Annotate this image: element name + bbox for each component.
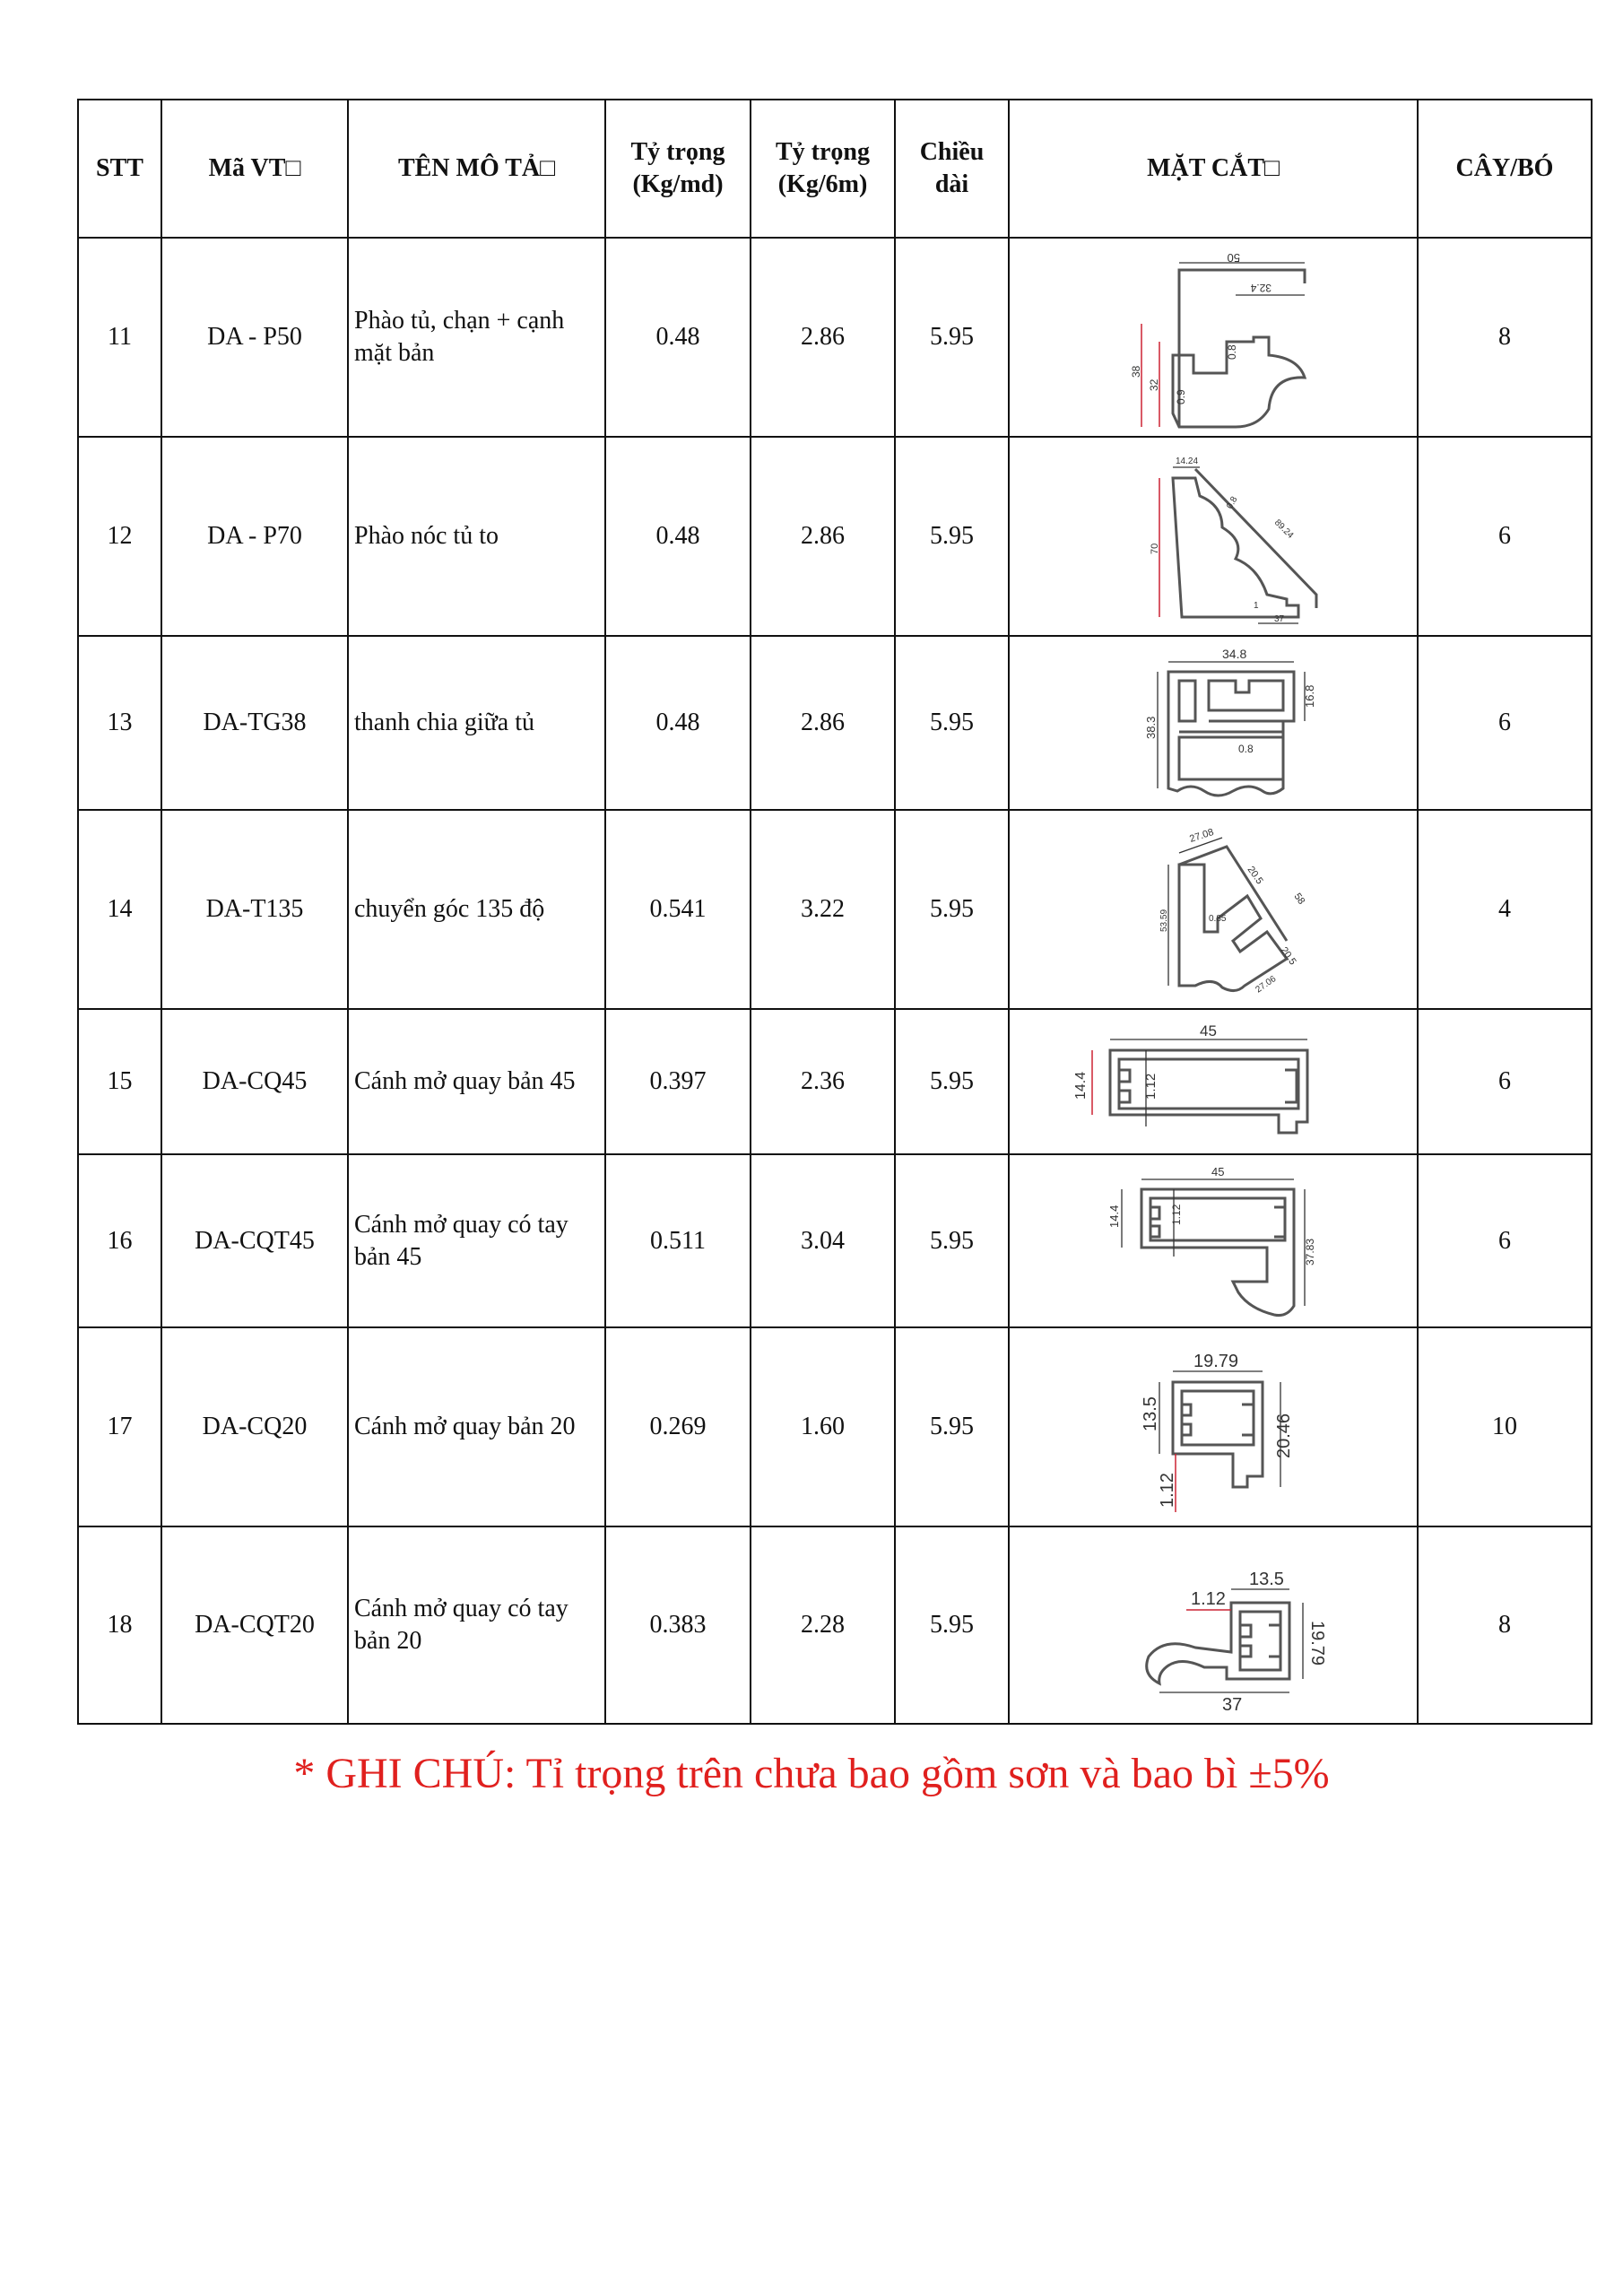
cell-kg-6m: 2.36 bbox=[751, 1009, 895, 1154]
header-length-line2: dài bbox=[934, 170, 969, 198]
dim-label: 14.24 bbox=[1176, 457, 1199, 466]
cell-desc: Cánh mở quay bản 20 bbox=[348, 1327, 605, 1526]
cell-bundle: 8 bbox=[1418, 1526, 1592, 1724]
cell-kg-md: 0.511 bbox=[605, 1154, 751, 1327]
profile-drawing-p70 bbox=[1079, 442, 1348, 631]
dim-label: 27.06 bbox=[1254, 974, 1279, 996]
cell-stt: 13 bbox=[78, 636, 161, 810]
cell-length: 5.95 bbox=[895, 1327, 1009, 1526]
table-row bbox=[78, 1526, 1592, 1724]
cell-section bbox=[1009, 1154, 1418, 1327]
cell-kg-6m: 2.86 bbox=[751, 238, 895, 437]
cell-bundle: 6 bbox=[1418, 1154, 1592, 1327]
cell-stt: 11 bbox=[78, 238, 161, 437]
dim-label: 37 bbox=[1274, 614, 1285, 624]
table-row bbox=[78, 1154, 1592, 1327]
cell-kg-md: 0.383 bbox=[605, 1526, 751, 1724]
dim-label: 0.85 bbox=[1209, 914, 1227, 924]
dim-label: 0.8 bbox=[1238, 742, 1254, 755]
cell-kg-md: 0.48 bbox=[605, 437, 751, 636]
cell-kg-6m: 3.22 bbox=[751, 810, 895, 1009]
cell-stt: 12 bbox=[78, 437, 161, 636]
dim-label: 16.8 bbox=[1303, 684, 1316, 708]
dim-label: 0.8 bbox=[1226, 344, 1238, 360]
cell-stt: 14 bbox=[78, 810, 161, 1009]
header-row bbox=[78, 100, 1592, 238]
cell-kg-md: 0.269 bbox=[605, 1327, 751, 1526]
cell-desc: Phào nóc tủ to bbox=[348, 437, 605, 636]
cell-bundle: 8 bbox=[1418, 238, 1592, 437]
dim-label: 1.12 bbox=[1191, 1589, 1226, 1609]
profile-drawing-cqt20 bbox=[1079, 1531, 1348, 1719]
profile-drawing-tg38 bbox=[1079, 640, 1348, 806]
dim-label: 89.24 bbox=[1271, 517, 1296, 541]
dim-label: 37.83 bbox=[1304, 1238, 1316, 1265]
cell-stt: 17 bbox=[78, 1327, 161, 1526]
header-length-line1: Chiều bbox=[919, 138, 985, 166]
dim-label: 32 bbox=[1148, 378, 1160, 391]
dim-label: 20.5 bbox=[1278, 944, 1298, 968]
cell-length: 5.95 bbox=[895, 1009, 1009, 1154]
cell-bundle: 6 bbox=[1418, 437, 1592, 636]
cell-kg-6m: 1.60 bbox=[751, 1327, 895, 1526]
cell-stt: 18 bbox=[78, 1526, 161, 1724]
dim-label: 58 bbox=[1291, 891, 1307, 907]
profile-drawing-cq45 bbox=[1065, 1014, 1361, 1149]
cell-bundle: 6 bbox=[1418, 636, 1592, 810]
cell-kg-md: 0.48 bbox=[605, 238, 751, 437]
cell-length: 5.95 bbox=[895, 238, 1009, 437]
cell-code: DA-CQ45 bbox=[161, 1009, 348, 1154]
cell-kg-md: 0.397 bbox=[605, 1009, 751, 1154]
table-row bbox=[78, 636, 1592, 810]
cell-stt: 15 bbox=[78, 1009, 161, 1154]
dim-label: 38 bbox=[1130, 365, 1142, 378]
cell-kg-md: 0.48 bbox=[605, 636, 751, 810]
header-bundle: CÂY/BÓ bbox=[1418, 100, 1592, 238]
cell-desc: Cánh mở quay bản 45 bbox=[348, 1009, 605, 1154]
cell-code: DA-T135 bbox=[161, 810, 348, 1009]
cell-desc: Phào tủ, chạn + cạnh mặt bản bbox=[348, 238, 605, 437]
cell-code: DA - P70 bbox=[161, 437, 348, 636]
cell-section bbox=[1009, 810, 1418, 1009]
dim-label: 27.08 bbox=[1188, 826, 1216, 845]
profile-drawing-t135 bbox=[1079, 815, 1348, 1004]
cell-length: 5.95 bbox=[895, 810, 1009, 1009]
cell-section bbox=[1009, 1009, 1418, 1154]
cell-code: DA-TG38 bbox=[161, 636, 348, 810]
cell-kg-md: 0.541 bbox=[605, 810, 751, 1009]
dim-label: 19.79 bbox=[1193, 1352, 1239, 1371]
dim-label: 38.3 bbox=[1144, 716, 1158, 739]
header-section: MẶT CẮT□ bbox=[1009, 100, 1418, 238]
cell-desc: chuyển góc 135 độ bbox=[348, 810, 605, 1009]
cell-kg-6m: 3.04 bbox=[751, 1154, 895, 1327]
cell-section bbox=[1009, 238, 1418, 437]
cell-section bbox=[1009, 1526, 1418, 1724]
dim-label: 1.12 bbox=[1143, 1073, 1159, 1100]
cell-section bbox=[1009, 636, 1418, 810]
table-row bbox=[78, 810, 1592, 1009]
cell-code: DA - P50 bbox=[161, 238, 348, 437]
cell-bundle: 4 bbox=[1418, 810, 1592, 1009]
cell-code: DA-CQT20 bbox=[161, 1526, 348, 1724]
dim-label: 14.4 bbox=[1073, 1071, 1089, 1100]
table-row bbox=[78, 437, 1592, 636]
header-density-6m-line2: (Kg/6m) bbox=[777, 170, 868, 198]
cell-section bbox=[1009, 1327, 1418, 1526]
header-density-md bbox=[605, 100, 751, 238]
dim-label: 45 bbox=[1211, 1165, 1225, 1178]
dim-label: 14.4 bbox=[1107, 1205, 1121, 1228]
header-desc: TÊN MÔ TẢ□ bbox=[348, 100, 605, 238]
dim-label: 0.9 bbox=[1175, 389, 1187, 404]
cell-kg-6m: 2.86 bbox=[751, 636, 895, 810]
cell-length: 5.95 bbox=[895, 636, 1009, 810]
header-code: Mã VT□ bbox=[161, 100, 348, 238]
footnote: * GHI CHÚ: Tỉ trọng trên chưa bao gồm sơn và bao bì ±5% bbox=[293, 1750, 1330, 1797]
profile-drawing-p50 bbox=[1079, 243, 1348, 431]
dim-label: 13.5 bbox=[1141, 1396, 1160, 1431]
cell-bundle: 10 bbox=[1418, 1327, 1592, 1526]
dim-label: 70 bbox=[1150, 543, 1160, 554]
dim-label: 0.8 bbox=[1225, 494, 1240, 511]
cell-desc: thanh chia giữa tủ bbox=[348, 636, 605, 810]
table-row bbox=[78, 1009, 1592, 1154]
cell-code: DA-CQT45 bbox=[161, 1154, 348, 1327]
dim-label: 1 bbox=[1254, 601, 1259, 611]
cell-bundle: 6 bbox=[1418, 1009, 1592, 1154]
cell-kg-6m: 2.86 bbox=[751, 437, 895, 636]
header-density-6m-line1: Tỷ trọng bbox=[776, 138, 870, 166]
profile-drawing-cq20 bbox=[1079, 1333, 1348, 1521]
dim-label: 20.46 bbox=[1274, 1413, 1294, 1458]
cell-desc: Cánh mở quay có tay bản 20 bbox=[348, 1526, 605, 1724]
cell-code: DA-CQ20 bbox=[161, 1327, 348, 1526]
dim-label: 50 bbox=[1227, 251, 1240, 265]
cell-stt: 16 bbox=[78, 1154, 161, 1327]
header-stt: STT bbox=[78, 100, 161, 238]
cell-length: 5.95 bbox=[895, 1154, 1009, 1327]
dim-label: 1.12 bbox=[1170, 1204, 1183, 1225]
cell-desc: Cánh mở quay có tay bản 45 bbox=[348, 1154, 605, 1327]
dim-label: 13.5 bbox=[1249, 1570, 1284, 1589]
spec-table bbox=[77, 99, 1593, 1725]
dim-label: 1.12 bbox=[1158, 1473, 1177, 1508]
header-density-6m bbox=[751, 100, 895, 238]
header-length bbox=[895, 100, 1009, 238]
dim-label: 53.59 bbox=[1159, 909, 1169, 932]
cell-length: 5.95 bbox=[895, 1526, 1009, 1724]
table-row bbox=[78, 1327, 1592, 1526]
dim-label: 37 bbox=[1222, 1695, 1243, 1715]
header-density-md-line2: (Kg/md) bbox=[632, 170, 724, 198]
dim-label: 32.4 bbox=[1250, 282, 1271, 294]
profile-drawing-cqt45 bbox=[1079, 1158, 1348, 1324]
cell-kg-6m: 2.28 bbox=[751, 1526, 895, 1724]
table-row bbox=[78, 238, 1592, 437]
dim-label: 34.8 bbox=[1222, 646, 1247, 661]
dim-label: 20.5 bbox=[1245, 864, 1265, 887]
dim-label: 45 bbox=[1200, 1022, 1217, 1039]
dim-label: 19.79 bbox=[1307, 1621, 1327, 1666]
cell-section bbox=[1009, 437, 1418, 636]
cell-length: 5.95 bbox=[895, 437, 1009, 636]
header-density-md-line1: Tỷ trọng bbox=[630, 138, 725, 166]
